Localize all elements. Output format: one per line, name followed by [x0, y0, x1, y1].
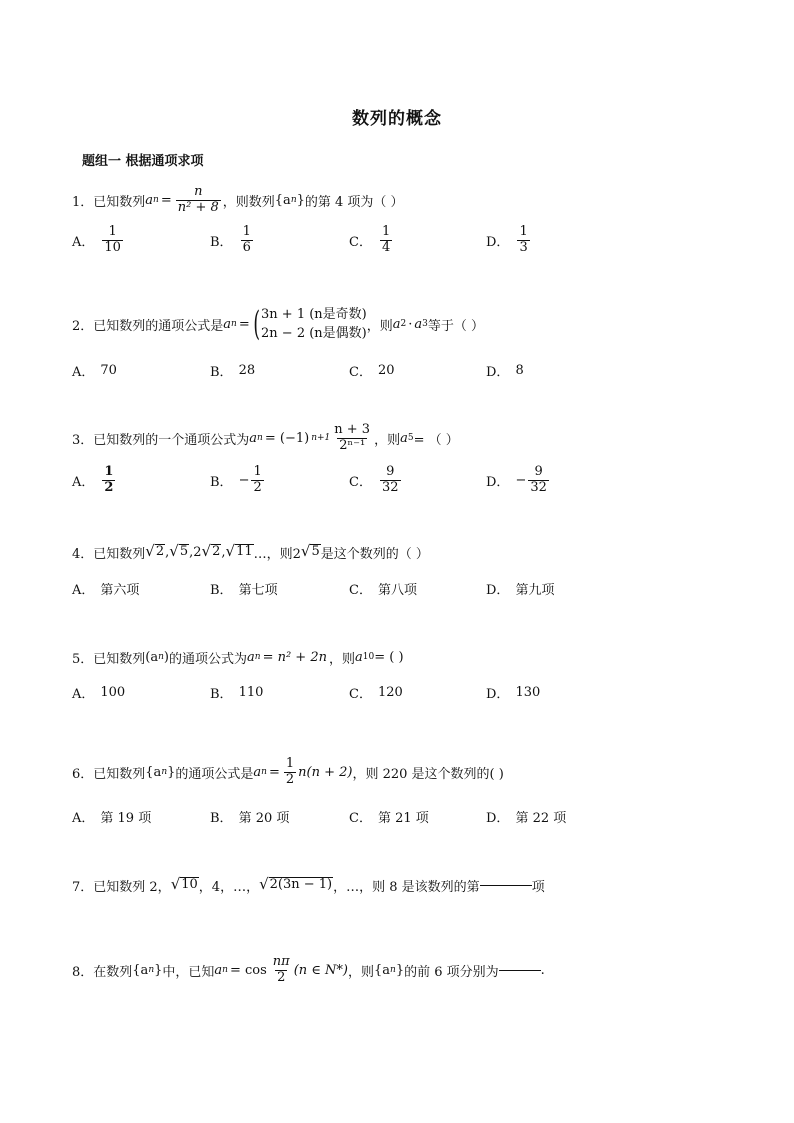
option-a[interactable]: A． $\frac{1}{10}$ — [72, 223, 121, 255]
sqrt: √ 2 — [201, 542, 221, 561]
question-8: 8．在数列 {a n } 中，已知 a n = cos $\frac{n\pi}{2}$ (n ∈ N*) ，则 {a n } 的前 6 项分别为 . — [72, 953, 545, 985]
question-4: 4．已知数列 √ 2 , √ 5 ,2 √ 2 , √ 11 …，则2 √ 5 是这个数列的（ ） — [72, 542, 429, 562]
option-a[interactable]: A． 第六项 — [72, 582, 140, 598]
piecewise-cases: 3n + 1 (n是奇数) 2n − 2 (n是偶数) — [261, 306, 367, 341]
question-5: 5．已知数列 (a n ) 的通项公式为 a n = n² + 2n ，则 a 10 = ( ) — [72, 649, 404, 667]
options-1 — [72, 220, 712, 260]
option-c[interactable]: C． 第 21 项 — [349, 810, 429, 826]
question-2: 2．已知数列的通项公式是 a n = ( 3n + 1 (n是奇数) 2n − 2 (n是偶数) ，则 a 2 · a 3 等于（ ） — [72, 304, 485, 344]
options-5 — [72, 672, 712, 712]
answer-blank[interactable] — [499, 970, 541, 971]
option-d[interactable]: D． 第 22 项 — [486, 810, 567, 826]
option-d[interactable]: D． 第九项 — [486, 582, 555, 598]
option-c[interactable]: C． 120 — [349, 684, 403, 702]
options-4 — [72, 568, 712, 608]
sqrt: √ 11 — [225, 542, 253, 561]
option-c[interactable]: C． 第八项 — [349, 582, 417, 598]
brace-symbol: ( — [253, 304, 260, 344]
option-c[interactable]: C． $\frac{9}{32}$ — [349, 463, 399, 495]
option-a[interactable]: A． 70 — [72, 362, 117, 380]
fraction: $\frac{n\pi}{2}$ — [272, 953, 290, 985]
option-c[interactable]: C． $\frac{1}{4}$ — [349, 223, 391, 255]
sqrt: √ 5 — [169, 542, 189, 561]
option-b[interactable]: B． 28 — [210, 362, 256, 380]
sqrt: √ 2(3n − 1) — [259, 875, 333, 894]
option-b[interactable]: B． 第 20 项 — [210, 810, 290, 826]
option-d[interactable]: D． − $\frac{9}{32}$ — [486, 463, 547, 495]
options-6 — [72, 796, 712, 836]
sqrt: √ 5 — [300, 542, 320, 561]
option-b[interactable]: B． 第七项 — [210, 582, 278, 598]
option-a[interactable]: A． 第 19 项 — [72, 810, 152, 826]
fraction: $\frac{n}{\text{n² + 8}}$ — [177, 183, 219, 215]
option-b[interactable]: B． 110 — [210, 684, 264, 702]
option-a[interactable]: A． $\frac{1}{2}$ — [72, 463, 114, 495]
sqrt: √ 2 — [145, 542, 165, 561]
section-heading: 题组一 根据通项求项 — [82, 154, 204, 169]
option-b[interactable]: B． − $\frac{1}{2}$ — [210, 463, 262, 495]
option-d[interactable]: D． 130 — [486, 684, 541, 702]
question-3: 3．已知数列的一个通项公式为 a n = (−1) n+1 $\frac{n + 3}{\text{2ⁿ⁻¹}}$ ，则 a 5 = （ ） — [72, 421, 459, 453]
question-6: 6．已知数列 {a n } 的通项公式是 a n = $\frac{1}{2}$ n(n + 2) ，则 220 是这个数列的( ) — [72, 755, 504, 787]
option-d[interactable]: D． $\frac{1}{3}$ — [486, 223, 528, 255]
option-d[interactable]: D． 8 — [486, 362, 524, 380]
option-b[interactable]: B． $\frac{1}{6}$ — [210, 223, 251, 255]
options-3 — [72, 460, 712, 500]
answer-blank[interactable] — [480, 885, 532, 886]
fraction: $\frac{1}{2}$ — [285, 755, 295, 787]
sqrt: √ 10 — [170, 875, 198, 894]
question-1: 1．已知数列 a n = $\frac{n}{\text{n² + 8}}$ ，则数列 {a n } 的第 4 项为（ ） — [72, 183, 404, 215]
options-2 — [72, 350, 712, 390]
question-7: 7．已知数列 2， √ 10 ，4，…， √ 2(3n − 1) ，…，则 8 是该数列的第 项 — [72, 875, 545, 895]
option-a[interactable]: A． 100 — [72, 684, 126, 702]
option-c[interactable]: C． 20 — [349, 362, 395, 380]
page-title: 数列的概念 — [352, 109, 442, 129]
fraction: $\frac{n + 3}{\text{2ⁿ⁻¹}}$ — [334, 421, 371, 453]
